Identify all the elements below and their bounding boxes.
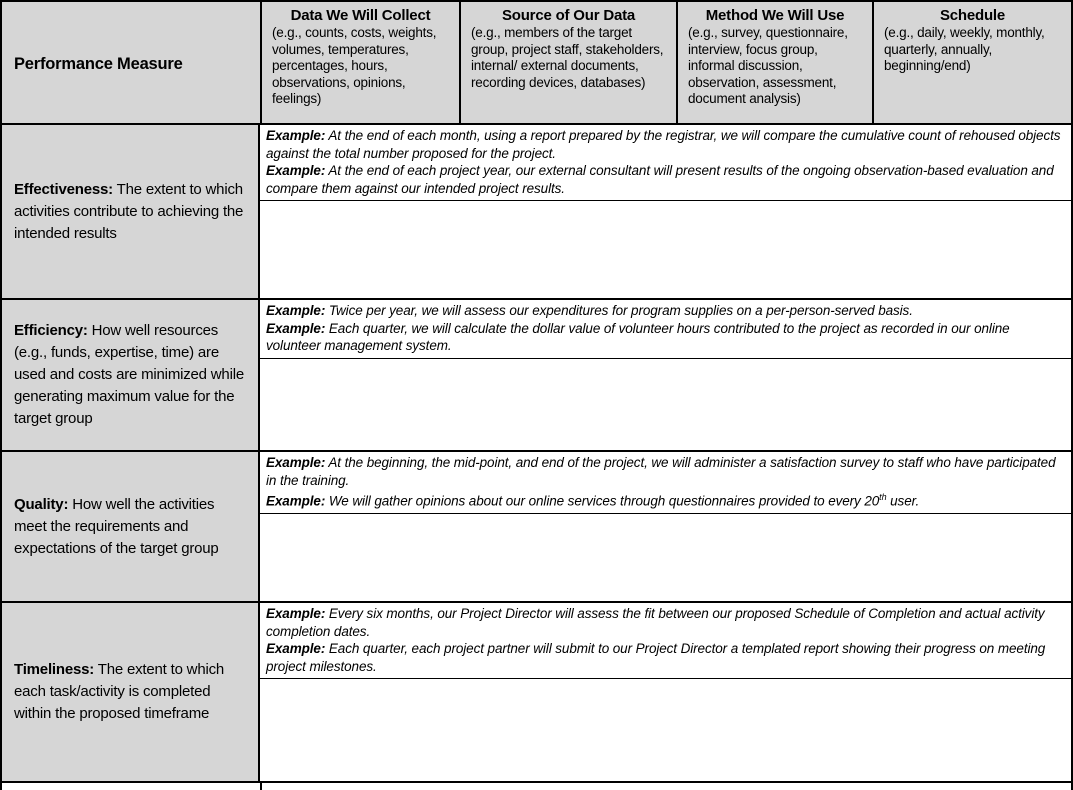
example-text: Every six months, our Project Director will assess the fit between our proposed Schedule of Completion and actual activity completion dates. (266, 606, 1045, 639)
measure-description: The extent to which each task/activity is completed within the proposed timeframe (14, 661, 225, 722)
examples-cell (260, 452, 1071, 514)
measure-description: How well resources (e.g., funds, expertise, time) are used and costs are minimized while generating maximum value for the target group (14, 322, 244, 427)
example-line (266, 302, 1061, 320)
table-header-row (2, 2, 1071, 123)
measure-text (14, 179, 246, 245)
header-cell-schedule (872, 2, 1071, 123)
example-line (266, 605, 1061, 640)
header-cell-source-of-our-data (459, 2, 676, 123)
entry-cell-efficiency[interactable] (260, 359, 1071, 451)
header-cell-method-we-will-use (676, 2, 872, 123)
next-row-cutoff-sliver (0, 783, 1073, 790)
example-label: Example: (266, 303, 326, 318)
column-subtitle: (e.g., survey, questionnaire, interview, focus group, informal discussion, observation, assessment, document analysis) (688, 25, 848, 106)
examples-cell (260, 300, 1071, 359)
example-text: We will gather opinions about our online services through questionnaires provided to every 20 (325, 493, 880, 509)
measure-term: Efficiency: (14, 322, 88, 339)
example-label: Example: (266, 641, 326, 656)
column-title: Method We Will Use (705, 7, 845, 24)
example-text: Each quarter, we will calculate the dollar value of volunteer hours contributed to the project as recorded in our online volunteer management system. (266, 320, 1010, 353)
header-cell-data-we-will-collect (260, 2, 459, 123)
example-line (266, 640, 1061, 675)
column-subtitle: (e.g., members of the target group, project staff, stakeholders, internal/ external documents, recording devices, databases) (471, 25, 664, 90)
content-cell (260, 452, 1071, 601)
measure-text (14, 320, 246, 430)
example-text: At the beginning, the mid-point, and end of the project, we will administer a satisfaction survey to staff who have participated in the training. (266, 455, 1056, 488)
example-text: At the end of each month, using a report prepared by the registrar, we will compare the cumulative count of rehoused objects against the total number proposed for the project. (266, 128, 1061, 161)
measure-term: Timeliness: (14, 661, 95, 678)
column-divider-line (260, 783, 262, 790)
column-subtitle: (e.g., counts, costs, weights, volumes, temperatures, percentages, hours, observations, opinions, feelings) (272, 25, 437, 106)
row-quality (2, 450, 1071, 601)
content-cell (260, 125, 1071, 298)
entry-cell-effectiveness[interactable] (260, 201, 1071, 298)
example-line (266, 320, 1061, 355)
column-title: Data We Will Collect (290, 7, 431, 24)
measure-term: Quality: (14, 495, 69, 513)
row-efficiency (2, 298, 1071, 450)
example-line (266, 162, 1061, 197)
example-text: At the end of each project year, our external consultant will present results of the ongoing observation-based evaluation and compare them against our intended project results. (266, 163, 1054, 196)
measure-cell-quality (2, 452, 260, 601)
examples-cell (260, 125, 1071, 201)
example-label: Example: (266, 606, 326, 621)
examples-cell (260, 603, 1071, 679)
content-cell (260, 603, 1071, 781)
example-label: Example: (266, 320, 326, 336)
measure-description: The extent to which activities contribute to achieving the intended results (14, 180, 244, 242)
measure-term: Effectiveness: (14, 180, 113, 198)
example-text: Twice per year, we will assess our expenditures for program supplies on a per-person-served basis. (325, 303, 913, 318)
example-line (266, 454, 1061, 489)
example-text: Each quarter, each project partner will submit to our Project Director a templated report showing their progress on meeting project milestones. (266, 641, 1046, 674)
measure-cell-efficiency (2, 300, 260, 450)
example-text: user. (886, 493, 920, 509)
row-timeliness (2, 601, 1071, 781)
example-line (266, 489, 1061, 510)
column-title: Schedule (939, 7, 1006, 24)
example-label: Example: (266, 493, 326, 509)
ordinal-superscript: th (879, 492, 887, 502)
column-subtitle: (e.g., daily, weekly, monthly, quarterly, annually, beginning/end) (884, 25, 1045, 73)
header-cell-performance-measure (2, 2, 260, 123)
measure-description: How well the activities meet the requirements and expectations of the target group (14, 495, 219, 557)
measure-text (14, 659, 246, 725)
measure-cell-timeliness (2, 603, 260, 781)
performance-measure-title: Performance Measure (14, 54, 183, 73)
content-cell (260, 300, 1071, 450)
row-effectiveness (2, 123, 1071, 298)
example-label: Example: (266, 163, 326, 178)
entry-cell-quality[interactable] (260, 514, 1071, 601)
example-label: Example: (266, 128, 326, 143)
example-line (266, 127, 1061, 162)
entry-cell-timeliness[interactable] (260, 679, 1071, 781)
measure-text (14, 494, 246, 560)
measure-cell-effectiveness (2, 125, 260, 298)
example-label: Example: (266, 455, 326, 470)
column-title: Source of Our Data (501, 7, 636, 24)
